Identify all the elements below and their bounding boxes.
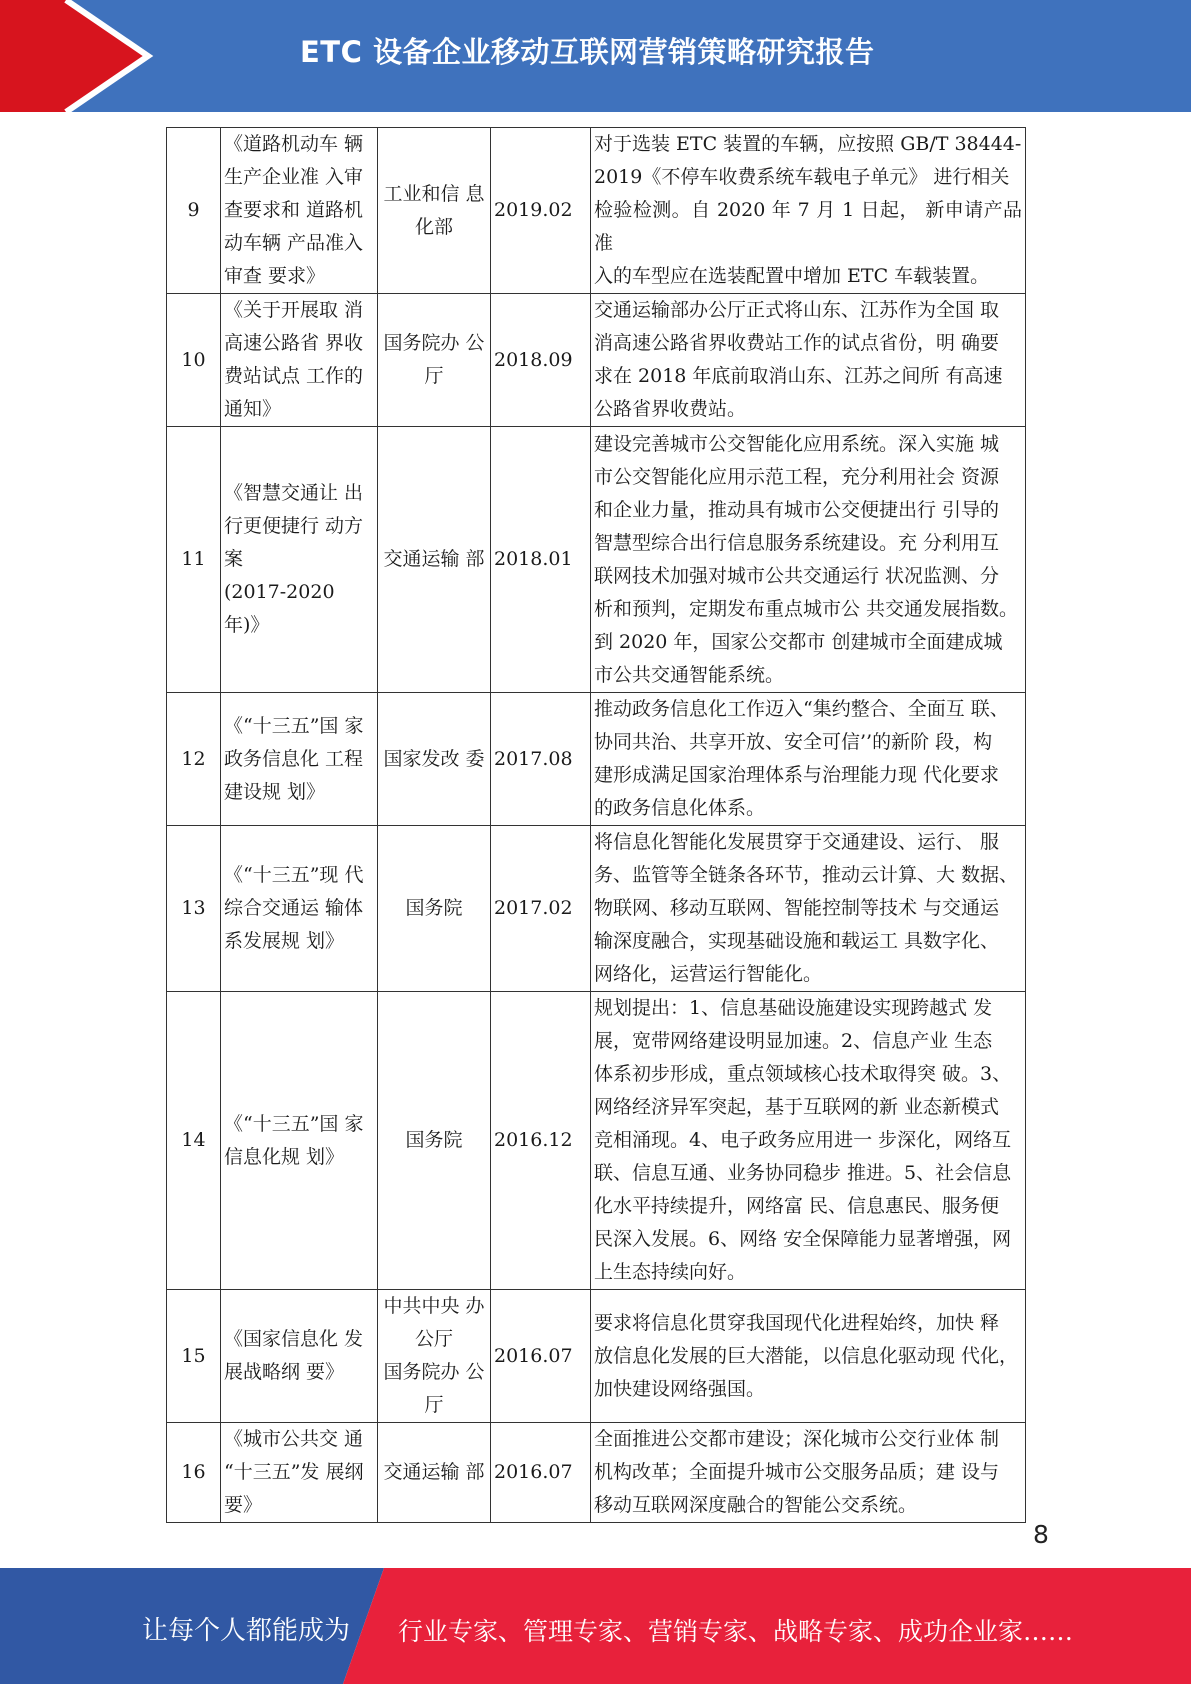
policy-content-line: 竞相涌现。4、电子政务应用进一 步深化，网络互 (594, 1129, 1012, 1151)
policy-name-line: 建设规 划》 (224, 780, 326, 803)
policy-content-line: 入的车型应在选装配置中增加 ETC 车载装置。 (594, 265, 990, 287)
policy-content-line: 联网技术加强对城市公共交通运行 状况监测、分 (594, 564, 1000, 587)
policy-content-line: 到 2020 年，国家公交都市 创建城市全面建成城 (594, 630, 1003, 653)
policy-name-line: 《城市公共交 通 (224, 1428, 364, 1450)
policy-content-line: 要求将信息化贯穿我国现代化进程始终，加快 释 (594, 1311, 1000, 1334)
issuing-agency-line: 公厅 (414, 1328, 453, 1350)
policy-content-line: 展，宽带网络建设明显加速。2、信息产业 生态 (594, 1030, 993, 1052)
policy-content-cell (591, 128, 1026, 294)
issuing-agency-line: 国务院办 公 (383, 1361, 485, 1383)
issue-date-cell: 2017.02 (491, 826, 591, 992)
policy-content-line: 务、监管等全链条各环节，推动云计算、大 数据、 (594, 864, 1019, 886)
issuing-agency-cell (378, 294, 491, 427)
row-number-cell: 10 (167, 294, 221, 427)
policy-content-cell (591, 992, 1026, 1290)
footer-slogan-right: 行业专家、管理专家、营销专家、战略专家、成功企业家…… (398, 1617, 1074, 1646)
policy-content-line: 交通运输部办公厅正式将山东、江苏作为全国 取 (594, 299, 1000, 321)
policy-name-line: “十三五”发 展纲 (224, 1461, 364, 1483)
policy-content-line: 协同共治、共享开放、安全可信’’的新阶 段，构 (594, 731, 993, 753)
policy-content-line: 对于选装 ETC 装置的车辆，应按照 GB/T 38444- (594, 133, 1022, 155)
policy-content-line: 市公交智能化应用示范工程，充分利用社会 资源 (594, 465, 1000, 488)
table-row (167, 1290, 1026, 1423)
policy-name-line: 年)》 (224, 614, 270, 636)
table-row (167, 693, 1026, 826)
issue-date-cell: 2016.07 (491, 1423, 591, 1523)
table-row (167, 294, 1026, 427)
policy-content-line: 联、信息互通、业务协同稳步 推进。5、社会信息 (594, 1162, 1012, 1184)
policy-name-line: 案 (224, 548, 244, 570)
policy-name-line: 费站试点 工作的 (224, 365, 364, 387)
row-number-cell: 13 (167, 826, 221, 992)
table-row (167, 1423, 1026, 1523)
issuing-agency-line: 交通运输 部 (383, 1461, 485, 1483)
policy-name-cell (221, 1290, 378, 1423)
policy-name-line: 行更便捷行 动方 (224, 515, 364, 537)
issuing-agency-line: 厅 (424, 1394, 444, 1416)
issue-date-cell: 2019.02 (491, 128, 591, 294)
policy-content-line: 析和预判，定期发布重点城市公 共交通发展指数。 (594, 597, 1019, 620)
policy-name-cell (221, 826, 378, 992)
policy-content-cell (591, 693, 1026, 826)
policy-content-line: 建形成满足国家治理体系与治理能力现 代化要求 (594, 764, 1000, 786)
row-number-cell: 9 (167, 128, 221, 294)
policy-name-line: 审查 要求》 (224, 265, 326, 287)
issuing-agency-cell (378, 1423, 491, 1523)
issuing-agency-line: 交通运输 部 (383, 548, 485, 570)
policy-name-line: 《国家信息化 发 (224, 1328, 364, 1350)
policy-content-line: 上生态持续向好。 (594, 1261, 747, 1283)
policy-name-line: 《“十三五”现 代 (224, 864, 364, 886)
policy-content-cell (591, 1290, 1026, 1423)
policy-name-line: 信息化规 划》 (224, 1145, 345, 1168)
policy-content-line: 移动互联网深度融合的智能公交系统。 (594, 1494, 918, 1516)
policy-content-line: 物联网、移动互联网、智能控制等技术 与交通运 (594, 897, 1000, 919)
issuing-agency-line: 中共中央 办 (383, 1295, 485, 1317)
policy-name-line: 查要求和 道路机 (224, 199, 364, 221)
table-row (167, 128, 1026, 294)
policy-name-line: 政务信息化 工程 (224, 747, 364, 770)
issuing-agency-line: 国务院办 公 (383, 332, 485, 354)
issuing-agency-line: 厅 (424, 365, 444, 387)
policy-name-line: (2017-2020 (224, 581, 335, 603)
policy-content-cell (591, 1423, 1026, 1523)
policy-content-line: 2019《不停车收费系统车载电子单元》 进行相关 (594, 166, 1010, 188)
policy-name-cell (221, 427, 378, 693)
policy-content-line: 网络经济异军突起，基于互联网的新 业态新模式 (594, 1096, 1000, 1118)
policy-content-line: 机构改革；全面提升城市公交服务品质；建 设与 (594, 1461, 1000, 1483)
policy-name-line: 《智慧交通让 出 (224, 482, 364, 504)
policy-content-line: 市公共交通智能系统。 (594, 663, 785, 686)
policy-content-line: 建设完善城市公交智能化应用系统。深入实施 城 (594, 432, 1000, 455)
table-row (167, 427, 1026, 693)
policy-name-line: 系发展规 划》 (224, 930, 345, 952)
policy-content-line: 体系初步形成，重点领域核心技术取得突 破。3、 (594, 1063, 1012, 1085)
footer-slogan-left: 让每个人都能成为 (142, 1616, 351, 1646)
policy-name-line: 综合交通运 输体 (224, 897, 364, 919)
policy-content-line: 公路省界收费站。 (594, 398, 747, 420)
policy-content-cell (591, 427, 1026, 693)
row-number-cell: 12 (167, 693, 221, 826)
issuing-agency-line: 国务院 (405, 897, 463, 919)
policy-content-line: 民深入发展。6、网络 安全保障能力显著增强，网 (594, 1228, 1012, 1250)
issuing-agency-line: 国务院 (405, 1129, 463, 1151)
page-number: 8 (1033, 1520, 1049, 1549)
policy-content-cell (591, 294, 1026, 427)
row-number-cell: 16 (167, 1423, 221, 1523)
issuing-agency-cell (378, 128, 491, 294)
issuing-agency-cell (378, 1290, 491, 1423)
header-arrow-decoration (0, 0, 160, 112)
policy-content-line: 网络化，运营运行智能化。 (594, 963, 823, 985)
issuing-agency-line: 化部 (414, 215, 453, 238)
report-title: ETC 设备企业移动互联网营销策略研究报告 (300, 35, 875, 69)
issue-date-cell: 2018.09 (491, 294, 591, 427)
policy-table (166, 127, 1026, 1523)
issuing-agency-line: 国家发改 委 (383, 747, 485, 770)
row-number-cell: 14 (167, 992, 221, 1290)
issuing-agency-cell (378, 693, 491, 826)
policy-name-cell (221, 128, 378, 294)
issuing-agency-cell (378, 992, 491, 1290)
policy-name-line: 《道路机动车 辆 (224, 133, 364, 155)
row-number-cell: 11 (167, 427, 221, 693)
policy-name-line: 展战略纲 要》 (224, 1361, 345, 1383)
policy-name-cell (221, 294, 378, 427)
page-footer (0, 1568, 1191, 1684)
policy-content-line: 检验检测。自 2020 年 7 月 1 日起， 新申请产品准 (594, 199, 1022, 254)
issue-date-cell: 2016.12 (491, 992, 591, 1290)
policy-content-line: 消高速公路省界收费站工作的试点省份，明 确要 (594, 332, 1000, 354)
policy-content-line: 加快建设网络强国。 (594, 1377, 766, 1400)
issuing-agency-cell (378, 826, 491, 992)
policy-content-line: 全面推进公交都市建设；深化城市公交行业体 制 (594, 1428, 1000, 1450)
policy-content-line: 放信息化发展的巨大潜能，以信息化驱动现 代化， (594, 1344, 1019, 1367)
policy-content-line: 求在 2018 年底前取消山东、江苏之间所 有高速 (594, 365, 1003, 387)
policy-name-line: 通知》 (224, 398, 282, 420)
policy-name-line: 《“十三五”国 家 (224, 1112, 364, 1135)
policy-content-line: 的政务信息化体系。 (594, 797, 766, 819)
issuing-agency-cell (378, 427, 491, 693)
page-header (0, 0, 1191, 112)
policy-content-line: 智慧型综合出行信息服务系统建设。充 分利用互 (594, 531, 1000, 554)
issuing-agency-line: 工业和信 息 (383, 182, 485, 205)
policy-content-line: 将信息化智能化发展贯穿于交通建设、运行、 服 (594, 831, 1000, 853)
policy-name-cell (221, 1423, 378, 1523)
issue-date-cell: 2016.07 (491, 1290, 591, 1423)
policy-content-line: 输深度融合，实现基础设施和载运工 具数字化、 (594, 930, 1000, 952)
policy-name-line: 要》 (224, 1494, 263, 1516)
policy-content-line: 推动政务信息化工作迈入“集约整合、全面互 联、 (594, 698, 1009, 720)
policy-name-cell (221, 693, 378, 826)
policy-name-line: 动车辆 产品准入 (224, 232, 364, 254)
policy-content-line: 化水平持续提升，网络富 民、信息惠民、服务便 (594, 1195, 1000, 1217)
policy-name-cell (221, 992, 378, 1290)
policy-content-cell (591, 826, 1026, 992)
policy-content-line: 规划提出：1、信息基础设施建设实现跨越式 发 (594, 997, 993, 1019)
table-row (167, 826, 1026, 992)
policy-name-line: 《关于开展取 消 (224, 299, 364, 321)
row-number-cell: 15 (167, 1290, 221, 1423)
policy-content-line: 和企业力量，推动具有城市公交便捷出行 引导的 (594, 498, 1000, 521)
table-row (167, 992, 1026, 1290)
policy-name-line: 《“十三五”国 家 (224, 714, 364, 737)
issue-date-cell: 2017.08 (491, 693, 591, 826)
policy-name-line: 高速公路省 界收 (224, 332, 364, 354)
issue-date-cell: 2018.01 (491, 427, 591, 693)
policy-name-line: 生产企业准 入审 (224, 166, 364, 188)
